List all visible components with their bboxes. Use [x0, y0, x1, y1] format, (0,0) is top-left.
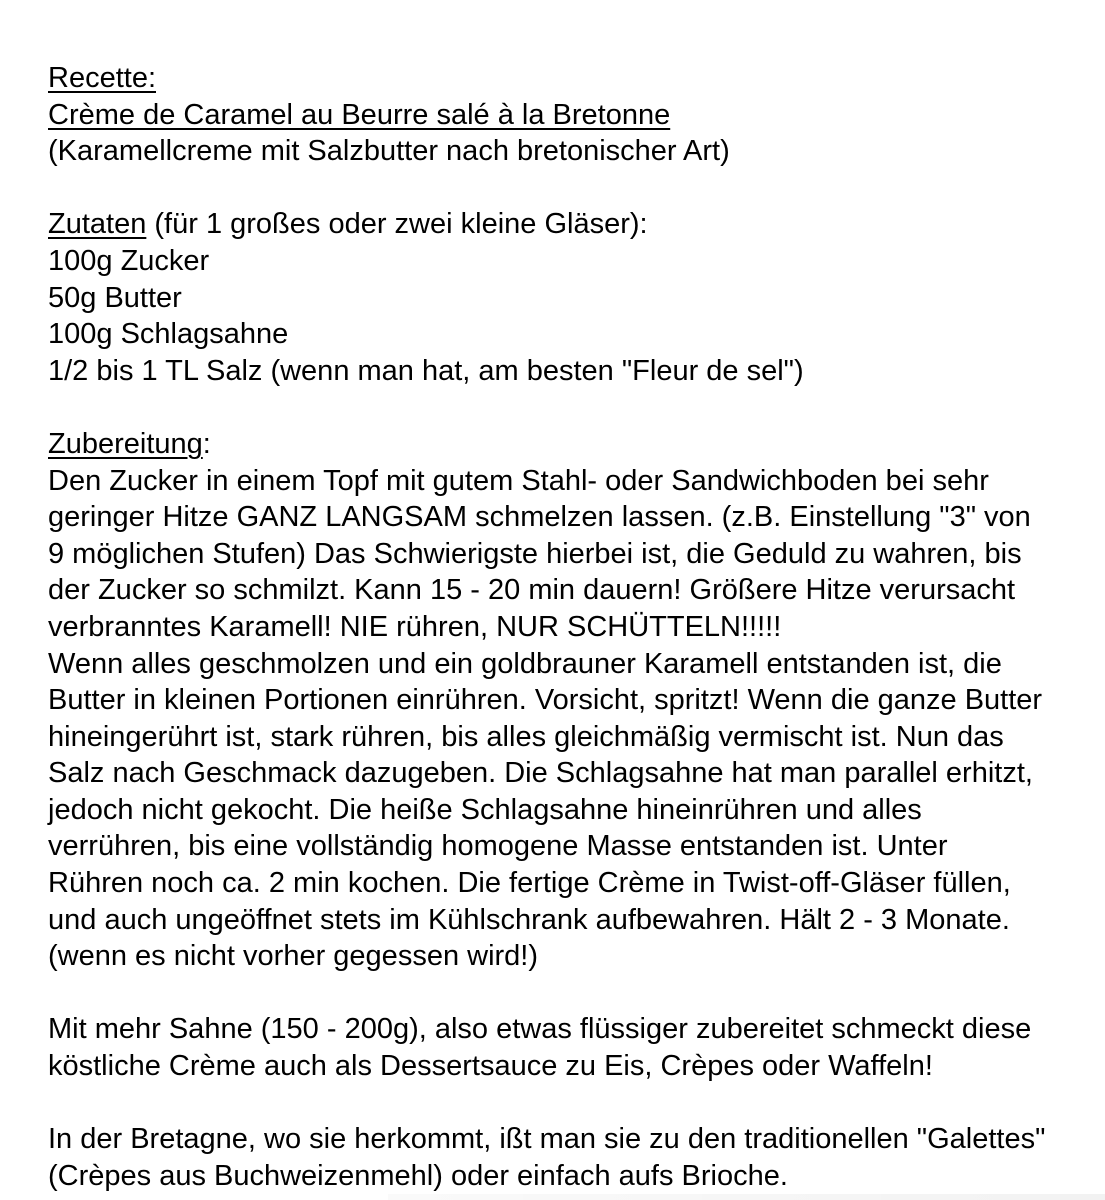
preparation-line: verrühren, bis eine vollständig homogene Masse entstanden ist. Unter [48, 830, 948, 863]
paragraph-gap [48, 170, 1060, 207]
preparation-line: 9 möglichen Stufen) Das Schwierigste hierbei ist, die Geduld zu wahren, bis [48, 537, 1022, 570]
preparation-line: Den Zucker in einem Topf mit gutem Stahl- oder Sandwichboden bei sehr [48, 464, 989, 497]
preparation-line: Wenn alles geschmolzen und ein goldbrauner Karamell entstanden ist, die [48, 647, 1002, 680]
preparation-line: hineingerührt ist, stark rühren, bis alles gleichmäßig vermischt ist. Nun das [48, 720, 1004, 753]
ingredient-item: 100g Schlagsahne [48, 318, 289, 351]
serving-note-line: Mit mehr Sahne (150 - 200g), also etwas flüssiger zubereitet schmeckt diese [48, 1013, 1032, 1046]
preparation-line: und auch ungeöffnet stets im Kühlschrank aufbewahren. Hält 2 - 3 Monate. [48, 903, 1010, 936]
preparation-heading-line [48, 426, 1060, 463]
paragraph-gap [48, 975, 1060, 1012]
preparation-line: Butter in kleinen Portionen einrühren. Vorsicht, spritzt! Wenn die ganze Butter [48, 684, 1043, 717]
preparation-line: der Zucker so schmilzt. Kann 15 - 20 min dauern! Größere Hitze verursacht [48, 574, 1016, 607]
paragraph-gap [48, 389, 1060, 426]
recipe-title: Crème de Caramel au Beurre salé à la Bretonne [48, 98, 671, 131]
origin-note-line: In der Bretagne, wo sie herkommt, ißt man sie zu den traditionellen "Galettes" [48, 1123, 1046, 1156]
origin-note-line: (Crèpes aus Buchweizenmehl) oder einfach aufs Brioche. [48, 1159, 788, 1192]
page-bottom-artifact [388, 1194, 1105, 1200]
preparation-line: Rühren noch ca. 2 min kochen. Die fertige Crème in Twist-off-Gläser füllen, [48, 867, 1011, 900]
paragraph-gap [48, 1085, 1060, 1122]
preparation-line: Salz nach Geschmack dazugeben. Die Schlagsahne hat man parallel erhitzt, [48, 757, 1033, 790]
recipe-subtitle: (Karamellcreme mit Salzbutter nach bretonischer Art) [48, 135, 730, 168]
ingredient-item: 1/2 bis 1 TL Salz (wenn man hat, am besten "Fleur de sel") [48, 354, 804, 387]
serving-note-line: köstliche Crème auch als Dessertsauce zu Eis, Crèpes oder Waffeln! [48, 1050, 933, 1083]
preparation-line: (wenn es nicht vorher gegessen wird!) [48, 940, 539, 973]
ingredient-item: 100g Zucker [48, 244, 210, 277]
ingredients-heading: Zutaten [48, 208, 147, 241]
preparation-heading: Zubereitung [48, 427, 203, 460]
ingredients-heading-note: (für 1 großes oder zwei kleine Gläser): [146, 208, 648, 241]
recipe-label: Recette: [48, 62, 156, 94]
ingredients-heading-line [48, 206, 1060, 243]
preparation-heading-colon: : [202, 427, 211, 460]
preparation-line: jedoch nicht gekocht. Die heiße Schlagsahne hineinrühren und alles [48, 793, 922, 826]
preparation-line: verbranntes Karamell! NIE rühren, NUR SCHÜTTELN!!!!! [48, 610, 782, 643]
preparation-line: geringer Hitze GANZ LANGSAM schmelzen lassen. (z.B. Einstellung "3" von [48, 501, 1031, 534]
ingredient-item: 50g Butter [48, 281, 182, 314]
recipe-document [48, 60, 1060, 1194]
